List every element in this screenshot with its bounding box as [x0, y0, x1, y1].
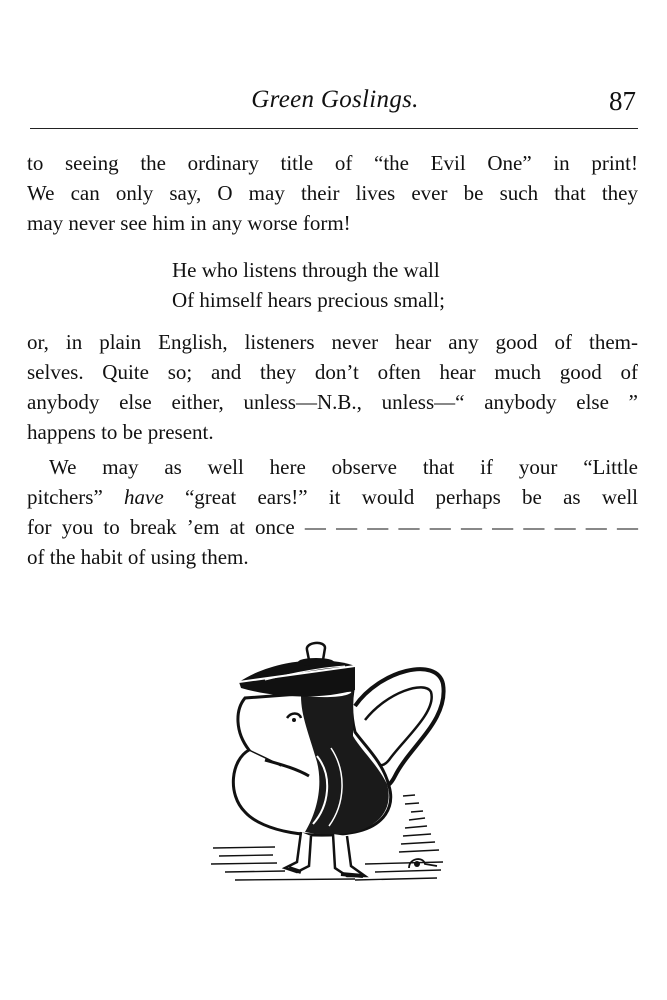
paragraph-2 — [27, 327, 638, 447]
verse-line: Of himself hears precious small; — [172, 288, 445, 312]
text-line: happens to be present. — [27, 420, 214, 444]
text-fragment: “great ears!” it would perhaps be as well — [163, 485, 639, 509]
verse-block — [172, 255, 445, 315]
page-number: 87 — [609, 86, 636, 116]
text-line: We can only say, O may their lives ever be such that they — [27, 181, 638, 205]
page-header — [30, 84, 640, 128]
text-fragment: pitchers” — [27, 485, 125, 509]
text-line: for you to break ’em at once — — — — — — — — — — — — [27, 515, 638, 539]
pitcher-illustration — [205, 636, 455, 894]
text-line: anybody else either, unless—N.B., unless—“ anybody else ” — [27, 390, 638, 414]
header-rule — [30, 128, 638, 129]
running-title: Green Goslings. — [251, 86, 419, 113]
text-line: or, in plain English, listeners never hear any good of them- — [27, 330, 638, 354]
pitcher-with-ear-icon — [205, 636, 455, 894]
italic-word: have — [124, 485, 164, 509]
paragraph-1 — [27, 148, 638, 238]
text-line: selves. Quite so; and they don’t often hear much good of — [27, 360, 638, 384]
text-line: We may as well here observe that if your “Little — [49, 455, 638, 479]
text-line: of the habit of using them. — [27, 545, 249, 569]
text-line: to seeing the ordinary title of “the Evil One” in print! — [27, 151, 638, 175]
text-line — [27, 482, 638, 512]
text-line: may never see him in any worse form! — [27, 211, 351, 235]
verse-line: He who listens through the wall — [172, 258, 440, 282]
paragraph-3 — [27, 452, 638, 572]
